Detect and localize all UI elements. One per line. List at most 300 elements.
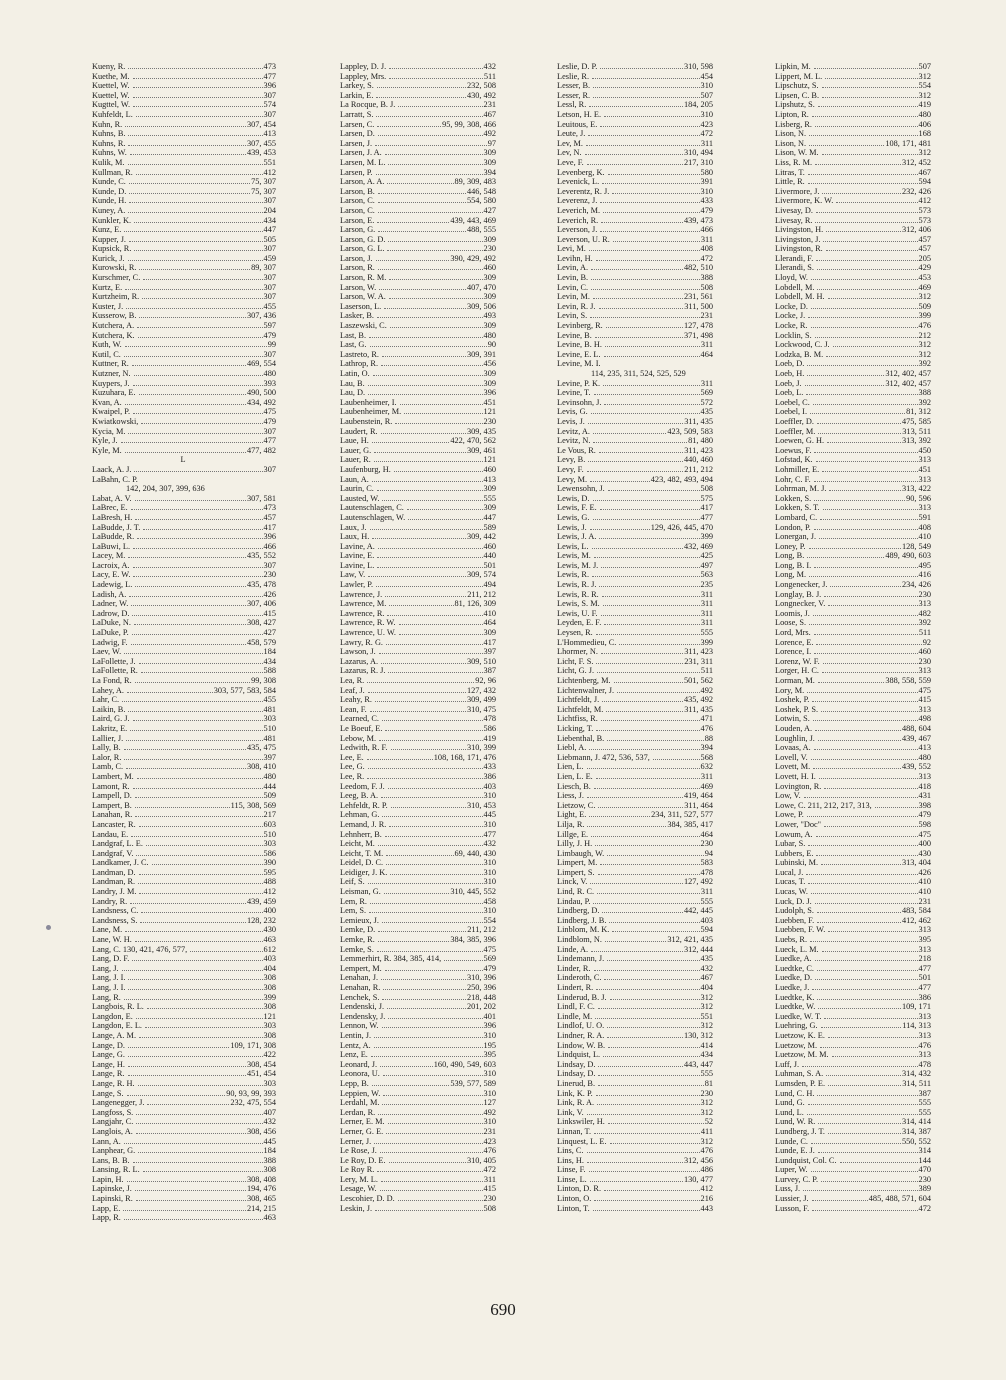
entry-name: Leonard, J. [340, 1059, 378, 1069]
entry-name: Lemieux, J. [340, 915, 379, 925]
index-entry [557, 359, 713, 369]
dot-leader [384, 308, 466, 309]
dot-leader [606, 711, 683, 712]
index-entry [92, 494, 276, 504]
entry-pages: 470 [918, 1165, 931, 1175]
index-entry [92, 877, 276, 887]
dot-leader [139, 874, 263, 875]
dot-leader [588, 423, 683, 424]
dot-leader [587, 1162, 683, 1163]
dot-leader [133, 567, 263, 568]
entry-pages: 218 [918, 954, 931, 964]
dot-leader [408, 519, 482, 520]
index-entry [92, 244, 276, 254]
dot-leader [826, 231, 901, 232]
dot-leader [804, 797, 918, 798]
entry-pages: 486 [700, 1165, 713, 1175]
dot-leader [136, 174, 263, 175]
index-entry [557, 1204, 713, 1214]
entry-pages: 307, 581 [246, 493, 276, 503]
entry-name: Lubbers, E. [775, 848, 814, 858]
entry-name: Lotwin, S. [775, 714, 810, 724]
entry-pages: 510 [263, 829, 276, 839]
entry-pages: 431 [918, 791, 931, 801]
entry-pages: 508 [483, 1203, 496, 1213]
entry-pages: 384, 385, 417 [667, 819, 713, 829]
entry-name: Lanphear, G. [92, 1146, 136, 1156]
entry-pages: 433 [483, 762, 496, 772]
index-entry [557, 168, 713, 178]
index-entry [340, 877, 496, 887]
index-entry [557, 580, 713, 590]
entry-pages: 130, 312 [683, 1030, 713, 1040]
entry-name: Kyle, J. [92, 436, 118, 446]
dot-leader [593, 87, 699, 88]
entry-name: Lohrman, M. J. [775, 484, 827, 494]
index-entry [340, 455, 496, 465]
index-entry [340, 954, 496, 964]
dot-leader [381, 797, 483, 798]
index-entry [92, 839, 276, 849]
index-entry [92, 81, 276, 91]
entry-pages: 415 [263, 608, 276, 618]
entry-pages: 479 [918, 810, 931, 820]
index-entry [557, 129, 713, 139]
index-entry [92, 897, 276, 907]
index-entry [775, 225, 931, 235]
entry-name: Linck, V. [557, 877, 588, 887]
entry-pages: 417 [700, 503, 713, 513]
entry-name: Leslie, R. [557, 71, 590, 81]
index-entry [340, 714, 496, 724]
entry-pages: 230 [700, 1088, 713, 1098]
entry-name: Lem, R. [340, 896, 367, 906]
dot-leader [142, 298, 262, 299]
index-entry [92, 743, 276, 753]
dot-leader [386, 864, 482, 865]
entry-pages: 114, 313 [902, 1021, 931, 1031]
entry-name: Kuettel, W. [92, 90, 130, 100]
entry-pages: 230 [918, 589, 931, 599]
index-entry [775, 340, 931, 350]
dot-leader [389, 605, 453, 606]
index-entry [92, 158, 276, 168]
entry-name: La Fond, R. [92, 676, 132, 685]
entry-pages: 130, 477 [683, 1174, 713, 1184]
entry-name: Luebs, R. [775, 935, 808, 945]
entry-name: Lendenski, J. [340, 1002, 385, 1012]
dot-leader [380, 1190, 483, 1191]
entry-pages: 480 [483, 330, 496, 340]
index-entry [775, 935, 931, 945]
entry-pages: 90, 93, 99, 393 [226, 1088, 276, 1098]
entry-pages: 230 [483, 416, 496, 426]
dot-leader [607, 1037, 683, 1038]
entry-pages: 313, 511 [902, 426, 931, 436]
index-entry [775, 925, 931, 935]
dot-leader [806, 394, 917, 395]
dot-leader [382, 356, 466, 357]
entry-pages: 416 [918, 570, 931, 580]
entry-pages: 303, 577, 583, 584 [213, 685, 276, 695]
dot-leader [138, 1152, 262, 1153]
entry-name: Lovett, H. I. [775, 771, 816, 781]
entry-name: Kunde, C. [92, 177, 126, 187]
entry-name: Lahey, A. [92, 685, 124, 695]
dot-leader [812, 1210, 917, 1211]
dot-leader [137, 538, 262, 539]
index-entry [557, 494, 713, 504]
entry-pages: 460 [483, 541, 496, 551]
index-entry [92, 139, 276, 149]
index-entry [92, 120, 276, 130]
entry-name: Levinberg, R. [557, 321, 603, 331]
entry-name: Lawry, R. G. [340, 637, 384, 647]
entry-name: Kunde, H. [92, 196, 127, 206]
entry-pages: 121 [483, 455, 496, 465]
index-entry [557, 225, 713, 235]
entry-name: Kurick, J. [92, 253, 125, 263]
entry-pages: 211, 212 [467, 925, 496, 935]
dot-leader [391, 749, 466, 750]
entry-pages: 478 [918, 1059, 931, 1069]
entry-name: Lamont, R. [92, 781, 130, 791]
index-entry [557, 139, 713, 149]
entry-pages: 92, 96 [475, 676, 496, 685]
entry-pages: 454 [700, 71, 713, 81]
entry-name: Lally, B. [92, 743, 121, 753]
entry-name: Lichtfeldt, M. [557, 704, 604, 714]
index-entry [557, 657, 713, 667]
entry-pages: 554 [918, 81, 931, 91]
entry-name: Lisberg, R. [775, 119, 812, 129]
index-entry [557, 590, 713, 600]
dot-leader [128, 433, 262, 434]
entry-pages: 418 [918, 781, 931, 791]
entry-name: 114, 235, 311, 524, 525, 529 [591, 369, 686, 378]
entry-name: Lapp, R. [92, 1213, 121, 1223]
dot-leader [377, 951, 483, 952]
entry-pages: 309, 574 [466, 570, 496, 580]
entry-name: Lambert, M. [92, 771, 134, 781]
dot-leader [601, 653, 683, 654]
dot-leader [600, 231, 699, 232]
entry-name: Lins, H. [557, 1155, 584, 1165]
entry-name: Langfoss, S. [92, 1107, 134, 1117]
index-entry [340, 302, 496, 312]
index-entry [92, 724, 276, 734]
index-entry [340, 1079, 496, 1089]
index-entry [340, 868, 496, 878]
dot-leader [376, 116, 482, 117]
entry-name: Lindberg, D. [557, 906, 600, 916]
entry-pages: 480 [263, 771, 276, 781]
index-entry [340, 1089, 496, 1099]
index-entry [557, 177, 713, 187]
entry-pages: 309, 499 [466, 695, 496, 705]
entry-pages: 483, 584 [901, 906, 931, 916]
dot-leader [378, 1114, 482, 1115]
index-entry [775, 254, 931, 264]
entry-name: Link, V. [557, 1107, 584, 1117]
entry-pages: 389 [918, 1184, 931, 1194]
index-entry [557, 935, 713, 945]
entry-pages: 310 [483, 791, 496, 801]
entry-name: Linderud, B. J. [557, 992, 607, 1002]
entry-name: Landry, R. [92, 896, 128, 906]
entry-name: Long, M. [775, 570, 807, 580]
index-entry [557, 475, 713, 485]
entry-pages: 94 [704, 848, 713, 858]
index-entry [557, 1146, 713, 1156]
entry-pages: 413 [483, 474, 496, 484]
entry-pages: 555 [483, 493, 496, 503]
dot-leader [367, 759, 433, 760]
dot-leader [821, 864, 901, 865]
dot-leader [813, 720, 918, 721]
dot-leader [135, 816, 262, 817]
dot-leader [377, 222, 449, 223]
entry-name: Llerandi, F. [775, 253, 814, 263]
dot-leader [379, 653, 483, 654]
dot-leader [585, 154, 683, 155]
entry-pages: 555 [918, 1098, 931, 1108]
dot-leader [604, 1190, 700, 1191]
entry-name: Larson, B. [340, 186, 375, 196]
entry-name: Laubenstein, R. [340, 416, 393, 426]
dot-leader [388, 241, 482, 242]
entry-name: Levine, B. H. [557, 340, 602, 350]
index-entry [340, 120, 496, 130]
entry-name: Levin, C. [557, 282, 589, 292]
entry-pages: 419 [483, 733, 496, 743]
index-entry [557, 503, 713, 513]
entry-pages: 218, 448 [466, 992, 496, 1002]
index-entry [340, 542, 496, 552]
dot-leader [128, 711, 262, 712]
index-entry [775, 887, 931, 897]
entry-pages: 81, 312 [906, 407, 931, 417]
entry-name: Livesay, R. [775, 215, 813, 225]
entry-name: Lipshutz, S. [775, 100, 815, 110]
entry-continuation [92, 484, 276, 494]
dot-leader [135, 807, 230, 808]
entry-name: Liebenthal, B. [557, 733, 605, 743]
dot-leader [591, 836, 699, 837]
entry-name: Liebmann, J. 472, 536, 537, [557, 752, 650, 762]
index-entry [557, 484, 713, 494]
entry-name: LaBahn, C. P. [92, 474, 138, 484]
dot-leader [378, 212, 483, 213]
dot-leader [590, 317, 699, 318]
entry-name: Laue, H. [340, 436, 369, 446]
entry-pages: 309 [483, 157, 496, 167]
entry-name: Lowe, C. 211, 212, 217, 313, [775, 800, 872, 810]
index-entry [92, 830, 276, 840]
dot-leader [812, 701, 917, 702]
entry-pages: 311, 435 [684, 704, 713, 714]
entry-name: Luetzow, K. E. [775, 1030, 825, 1040]
entry-pages: 310 [483, 1030, 496, 1040]
entry-name: Kueny, R. [92, 62, 126, 71]
dot-leader [136, 1018, 263, 1019]
dot-leader [374, 1143, 482, 1144]
index-entry [340, 1050, 496, 1060]
dot-leader [132, 960, 262, 961]
index-entry [775, 983, 931, 993]
dot-leader [135, 941, 263, 942]
dot-leader [143, 529, 262, 530]
dot-leader [407, 509, 483, 510]
entry-name: Lindau, P. [557, 896, 591, 906]
dot-leader [136, 1123, 262, 1124]
entry-name: Link, R. A. [557, 1098, 595, 1108]
index-entry [340, 916, 496, 926]
entry-pages: 475, 585 [901, 416, 931, 426]
index-entry [92, 1069, 276, 1079]
entry-name: Levine, M. I. [557, 359, 601, 369]
index-entry [557, 858, 713, 868]
entry-name: Lund, W. R. [775, 1117, 816, 1127]
entry-pages: 311 [700, 771, 713, 781]
dot-leader [135, 1190, 246, 1191]
dot-leader [805, 385, 885, 386]
entry-name: Lacey, M. [92, 551, 126, 561]
entry-pages: 309 [483, 378, 496, 388]
entry-name: Lery, M. L. [340, 1174, 378, 1184]
entry-name: Larsen, C. [340, 119, 375, 129]
entry-name: Linse, F. [557, 1165, 586, 1175]
index-entry [557, 1184, 713, 1194]
entry-pages: 427 [263, 628, 276, 638]
dot-leader [818, 106, 918, 107]
entry-name: Lawrence, R. [340, 608, 385, 618]
dot-leader [388, 1018, 482, 1019]
entry-name: Lemke, R. [340, 935, 375, 945]
dot-leader [594, 788, 700, 789]
dot-leader [384, 893, 450, 894]
entry-pages: 386 [918, 992, 931, 1002]
entry-pages: 475 [918, 829, 931, 839]
entry-pages: 128, 232 [246, 915, 276, 925]
dot-leader [131, 509, 263, 510]
index-entry [340, 1060, 496, 1070]
index-entry [775, 1194, 931, 1204]
entry-name: Last, G. [340, 340, 367, 350]
index-entry [775, 590, 931, 600]
entry-name: Kwaipel, P. [92, 407, 131, 417]
dot-leader [816, 212, 918, 213]
entry-name: Luehring, G. [775, 1021, 818, 1031]
entry-name: Loeffler, D. [775, 416, 814, 426]
index-entry [775, 110, 931, 120]
entry-pages: 312 [918, 148, 931, 158]
dot-leader [404, 413, 482, 414]
index-entry [557, 849, 713, 859]
index-entry [92, 1031, 276, 1041]
index-entry [340, 705, 496, 715]
index-entry [557, 235, 713, 245]
index-entry [340, 1194, 496, 1204]
dot-leader [607, 960, 699, 961]
index-entry [340, 801, 496, 811]
index-entry [775, 551, 931, 561]
entry-name: Lindemann, J. [557, 954, 605, 964]
entry-pages: 309 [483, 148, 496, 158]
index-entry [557, 925, 713, 935]
entry-pages: 509 [918, 301, 931, 311]
entry-name: Luhman, S. A. [775, 1069, 824, 1079]
index-entry [340, 187, 496, 197]
entry-pages: 231, 311 [684, 656, 713, 666]
entry-pages: 511 [483, 71, 496, 81]
dot-leader [809, 145, 884, 146]
index-entry [775, 1098, 931, 1108]
entry-pages: 445 [483, 810, 496, 820]
entry-pages: 439, 459 [246, 896, 276, 906]
entry-name: Liesch, B. [557, 781, 591, 791]
dot-leader [139, 394, 246, 395]
entry-pages: 435 [700, 954, 713, 964]
entry-name: Larson, G. L. [340, 244, 385, 254]
dot-leader [599, 538, 699, 539]
dot-leader [820, 519, 917, 520]
index-entry [775, 350, 931, 360]
entry-name: Lindner, R. A. [557, 1030, 605, 1040]
dot-leader [593, 442, 687, 443]
entry-pages: 391 [700, 177, 713, 187]
entry-pages: 459 [263, 253, 276, 263]
entry-name: Leskin, J. [340, 1203, 373, 1213]
entry-pages: 399 [918, 311, 931, 321]
dot-leader [379, 289, 466, 290]
entry-pages: 311, 500 [684, 301, 713, 311]
index-entry [340, 734, 496, 744]
entry-pages: 313 [918, 474, 931, 484]
dot-leader [608, 174, 700, 175]
dot-leader [593, 97, 699, 98]
entry-name: Larkey, S. [340, 81, 374, 91]
dot-leader [815, 164, 901, 165]
index-entry [340, 129, 496, 139]
dot-leader [602, 596, 700, 597]
dot-leader [595, 337, 683, 338]
entry-name: Ladewig, L. [92, 580, 133, 590]
entry-pages: 311 [700, 618, 713, 628]
entry-name: Lange, R. [92, 1069, 125, 1079]
entry-pages: 308 [263, 1030, 276, 1040]
entry-pages: 392 [918, 618, 931, 628]
entry-name: Lofstad, K. [775, 455, 813, 465]
dot-leader [812, 116, 918, 117]
dot-leader [588, 135, 699, 136]
entry-name: Lindow, W. B. [557, 1040, 606, 1050]
index-entry [92, 906, 276, 916]
entry-pages: 498 [918, 714, 931, 724]
entry-pages: 230 [918, 1174, 931, 1184]
dot-leader [133, 548, 263, 549]
entry-name: Lapin, H. [92, 1174, 124, 1184]
entry-name: Luedtke, C. [775, 963, 814, 973]
index-entry [92, 1021, 276, 1031]
index-entry [340, 475, 496, 485]
entry-name: Lang, D. F. [92, 954, 130, 964]
entry-pages: 313 [918, 925, 931, 935]
index-entry [92, 1117, 276, 1127]
index-entry [92, 1089, 276, 1099]
index-entry [775, 973, 931, 983]
entry-name: Levenick, L. [557, 177, 600, 187]
